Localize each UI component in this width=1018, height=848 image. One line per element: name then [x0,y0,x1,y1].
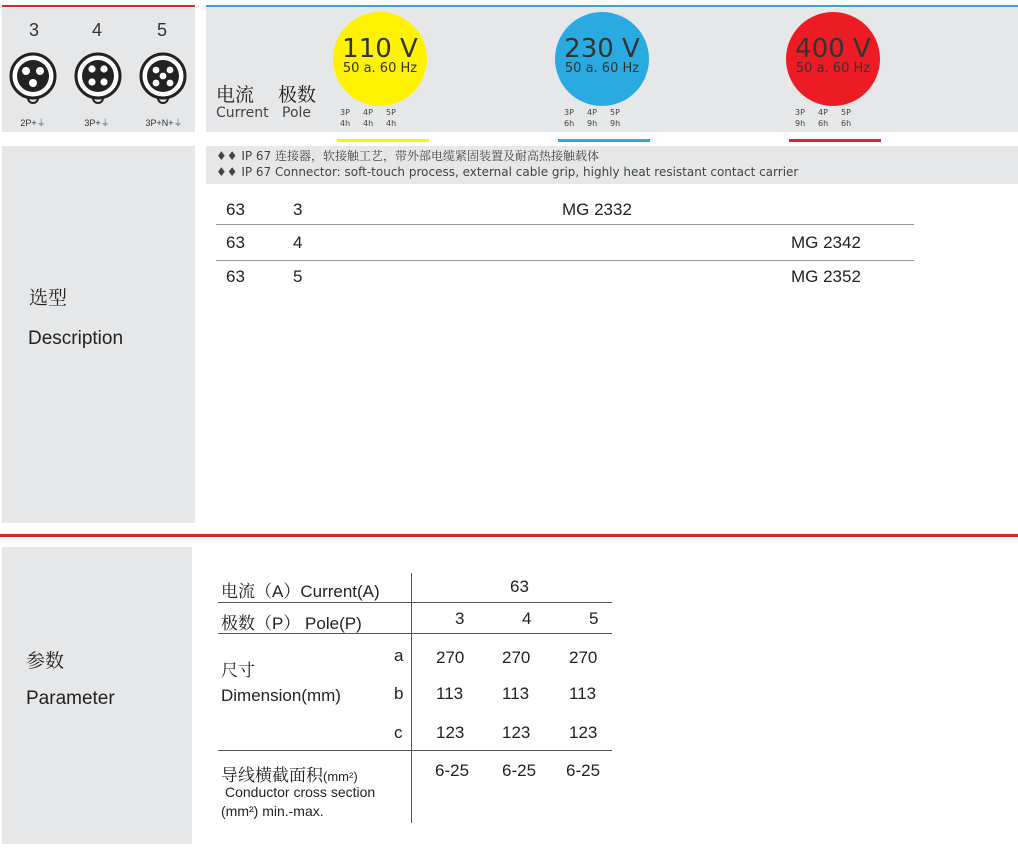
voltage-230-badge [555,12,649,106]
param-conductor-en2: (mm²) min.-max. [221,803,324,819]
socket-number-5: 5 [156,20,167,40]
param-divider [218,633,612,634]
parameter-top-rule [0,534,1018,537]
header-current-en: Current [216,105,269,121]
description-note-en: ♦♦ IP 67 Connector: soft-touch process, external cable grip, highly heat resistant contact carrier [216,165,799,179]
parameter-label-en: Parameter [26,688,115,709]
socket-panel-top-rule [2,5,195,7]
param-conductor-en1: Conductor cross section [225,784,376,800]
description-table [206,186,916,306]
desc-row3-code: MG 2352 [791,267,861,286]
desc-row3-pole: 5 [293,267,303,286]
socket-number-3: 3 [28,20,39,40]
param-dim-c-key: c [394,723,403,742]
param-dim-b-key: b [394,684,404,703]
voltage-230-poles: 3P 4P 5P 6h 9h 9h [564,108,621,128]
voltage-230-value: 230 V [564,34,640,64]
param-conductor-v2: 6-25 [502,761,537,780]
parameter-table-vline [411,573,412,823]
param-conductor-v1: 6-25 [435,761,470,780]
socket-4pin-icon [76,54,120,103]
param-dimension-en: Dimension(mm) [221,686,341,705]
desc-row2-code: MG 2342 [791,233,861,252]
param-divider [218,602,612,603]
voltage-110-bar [337,139,429,142]
voltage-110-badge [333,12,427,106]
param-current-label: 电流（A）Current(A) [221,582,380,601]
param-dim-b-v1: 113 [436,684,464,703]
socket-5pin-icon [141,54,185,103]
voltage-400-freq: 50 a. 60 Hz [795,61,871,76]
header-current-cn: 电流 [216,85,255,106]
socket-label-2p: 2P+⏚ [20,118,46,128]
description-label-panel [2,146,195,523]
param-dimension-cn: 尺寸 [221,661,255,680]
desc-row2-pole: 4 [293,233,303,252]
param-dim-c-v1: 123 [436,723,465,742]
voltage-230-bar [558,139,650,142]
desc-row1-current: 63 [226,200,245,219]
desc-row-divider [216,224,914,225]
description-note-panel [206,146,1018,184]
param-dim-c-v2: 123 [502,723,531,742]
voltage-110-value: 110 V [342,34,418,64]
desc-row1-code: MG 2332 [562,200,632,219]
desc-row-divider [216,260,914,261]
header-panel [206,8,1018,132]
description-label-en: Description [28,328,124,349]
header-pole-en: Pole [282,105,312,121]
voltage-400-badge [786,12,880,106]
desc-row1-pole: 3 [293,200,303,219]
param-dim-a-v3: 270 [569,648,598,667]
voltage-110-poles: 3P 4P 5P 4h 4h 4h [340,108,397,128]
socket-number-4: 4 [91,20,102,40]
parameter-label-cn: 参数 [26,651,65,672]
voltage-400-value: 400 V [795,34,871,64]
param-conductor-cn: 导线横截面积(mm²) [221,766,358,785]
param-dim-a-v2: 270 [502,648,531,667]
param-divider [218,750,612,751]
voltage-400-poles: 3P 4P 5P 9h 6h 6h [795,108,852,128]
socket-3pin-icon [11,54,55,103]
parameter-label-panel [2,547,192,844]
param-current-value: 63 [510,577,529,596]
param-pole-label: 极数（P） Pole(P) [221,614,362,633]
header-pole-cn: 极数 [278,85,317,106]
param-pole-5: 5 [589,609,599,628]
socket-label-3p: 3P+⏚ [84,118,110,128]
socket-panel [2,8,195,132]
param-pole-4: 4 [522,609,532,628]
param-dim-a-v1: 270 [436,648,465,667]
param-dim-c-v3: 123 [569,723,598,742]
desc-row3-current: 63 [226,267,245,286]
voltage-230-freq: 50 a. 60 Hz [564,61,640,76]
socket-label-3pn: 3P+N+⏚ [145,118,183,128]
param-pole-3: 3 [455,609,465,628]
param-dim-b-v3: 113 [569,684,597,703]
desc-row2-current: 63 [226,233,245,252]
param-dim-a-key: a [394,646,404,665]
voltage-110-freq: 50 a. 60 Hz [342,61,418,76]
header-top-rule [206,5,1018,7]
socket-diagrams [6,48,196,108]
param-conductor-v3: 6-25 [566,761,601,780]
description-label-cn: 选型 [29,288,68,309]
parameter-table [218,570,618,830]
param-dim-b-v2: 113 [502,684,530,703]
voltage-400-bar [789,139,881,142]
description-note-cn: ♦♦ IP 67 连接器，软接触工艺，带外部电缆紧固装置及耐高热接触载体 [216,149,600,163]
